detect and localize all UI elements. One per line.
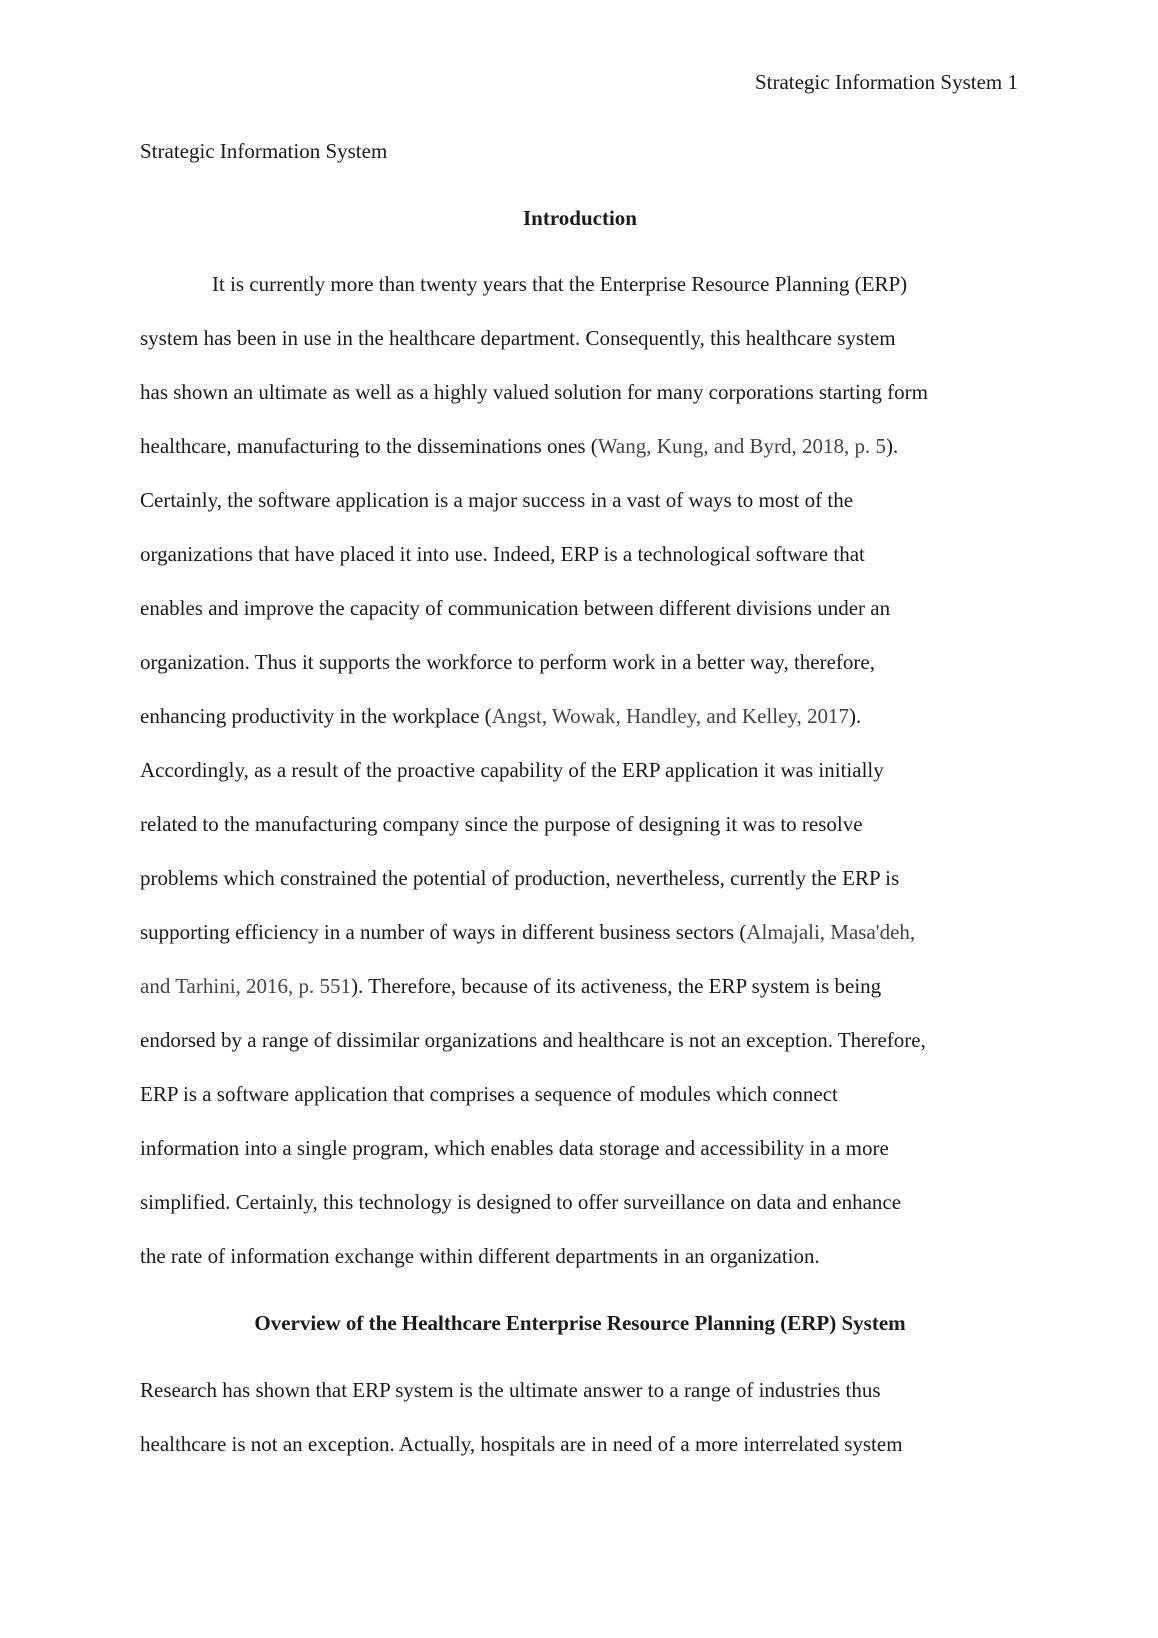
paragraph-line: enhancing productivity in the workplace (Angst, Wowak, Handley, and Kelley, 2017). <box>140 704 862 728</box>
paragraph-line: organization. Thus it supports the workforce to perform work in a better way, therefore, <box>140 650 875 674</box>
paragraph-line: and Tarhini, 2016, p. 551). Therefore, because of its activeness, the ERP system is being <box>140 974 882 998</box>
overview-heading: Overview of the Healthcare Enterprise Resource Planning (ERP) System <box>254 1311 906 1335</box>
paragraph-line: simplified. Certainly, this technology is designed to offer surveillance on data and enhance <box>140 1190 902 1214</box>
overview-paragraph <box>140 1376 1020 1484</box>
paragraph-line: healthcare, manufacturing to the disseminations ones (Wang, Kung, and Byrd, 2018, p. 5). <box>140 434 899 458</box>
paragraph-line: Research has shown that ERP system is the ultimate answer to a range of industries thus <box>140 1378 881 1402</box>
paragraph-line: Certainly, the software application is a major success in a vast of ways to most of the <box>140 488 854 512</box>
paragraph-line: It is currently more than twenty years that the Enterprise Resource Planning (ERP) <box>212 272 908 296</box>
paragraph-line: problems which constrained the potential of production, nevertheless, currently the ERP is <box>140 866 900 890</box>
paragraph-line: healthcare is not an exception. Actually, hospitals are in need of a more interrelated system <box>140 1432 903 1456</box>
paragraph-line: enables and improve the capacity of communication between different divisions under an <box>140 596 891 620</box>
citation: Almajali, Masa'deh, <box>746 920 916 944</box>
paragraph-line: the rate of information exchange within different departments in an organization. <box>140 1244 820 1268</box>
paragraph-line: system has been in use in the healthcare department. Consequently, this healthcare system <box>140 326 896 350</box>
paragraph-line: organizations that have placed it into use. Indeed, ERP is a technological software that <box>140 542 865 566</box>
running-head: Strategic Information System 1 <box>754 70 1018 94</box>
paragraph-line: supporting efficiency in a number of ways in different business sectors (Almajali, Masa'deh, <box>140 920 916 944</box>
paragraph-line: information into a single program, which enables data storage and accessibility in a more <box>140 1136 889 1160</box>
paragraph-line: related to the manufacturing company since the purpose of designing it was to resolve <box>140 812 863 836</box>
introduction-paragraph <box>140 270 1020 1296</box>
paragraph-line: ERP is a software application that comprises a sequence of modules which connect <box>140 1082 838 1106</box>
paragraph-line: has shown an ultimate as well as a highly valued solution for many corporations starting form <box>140 380 928 404</box>
paragraph-line: endorsed by a range of dissimilar organizations and healthcare is not an exception. Therefore, <box>140 1028 926 1052</box>
introduction-heading: Introduction <box>523 206 637 230</box>
paragraph-line: Accordingly, as a result of the proactive capability of the ERP application it was initially <box>140 758 884 782</box>
citation: Angst, Wowak, Handley, and Kelley, 2017 <box>491 704 850 728</box>
citation: Wang, Kung, and Byrd, 2018, p. 5 <box>597 434 886 458</box>
document-title: Strategic Information System <box>140 139 388 163</box>
citation: and Tarhini, 2016, p. 551 <box>140 974 352 998</box>
